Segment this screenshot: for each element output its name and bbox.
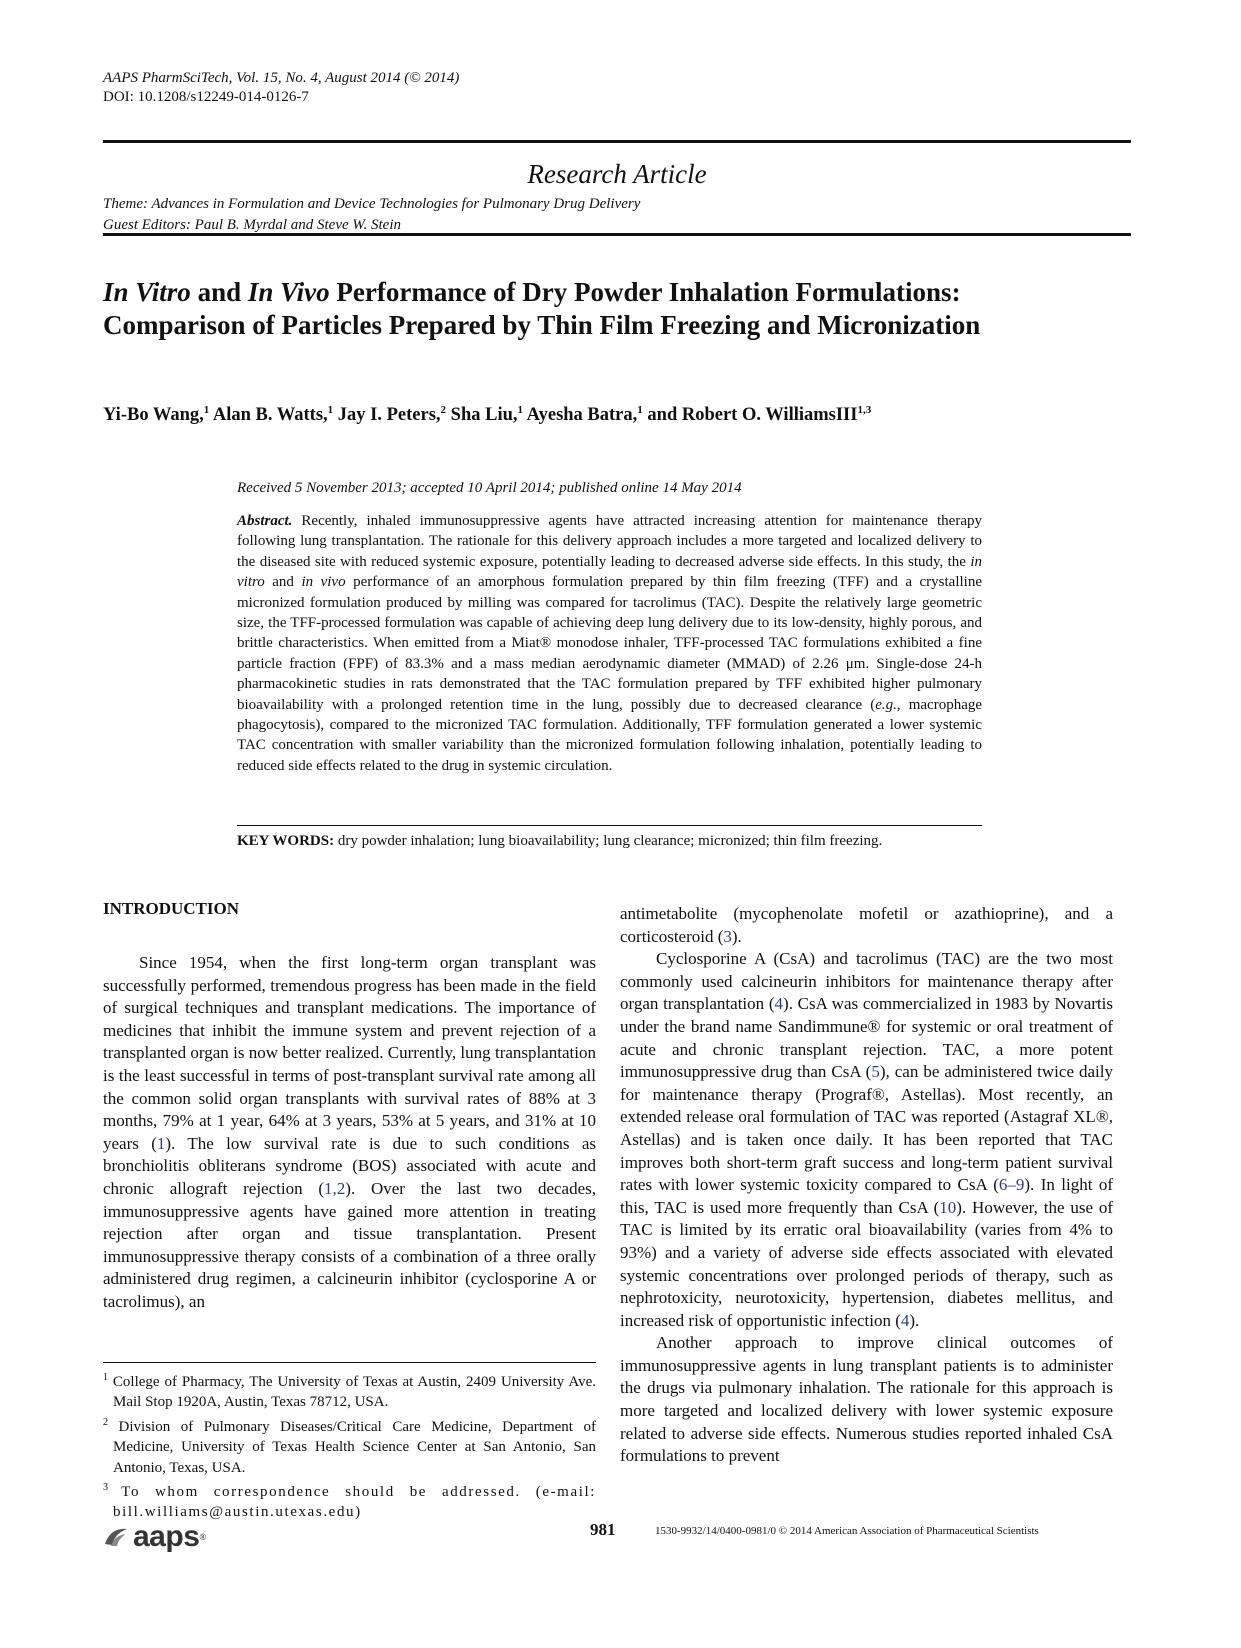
paragraph-text: Cyclosporine A (CsA) and tacrolimus (TAC) are the two most commonly used calcineurin inhibitors for maintenance therapy after organ transplantation ( bbox=[620, 949, 1113, 1014]
abstract-italic: e.g. bbox=[875, 696, 897, 713]
footnote-number: 1 bbox=[103, 1372, 108, 1383]
registered-mark: ® bbox=[199, 1532, 207, 1542]
paragraph bbox=[620, 948, 1113, 1332]
author: Ayesha Batra, bbox=[526, 405, 638, 425]
footnote bbox=[103, 1368, 596, 1413]
author: Jay I. Peters, bbox=[337, 405, 441, 425]
abstract-italic: in vivo bbox=[301, 574, 346, 591]
paragraph bbox=[620, 903, 1113, 948]
guest-editors-line: Guest Editors: Paul B. Myrdal and Steve W. Stein bbox=[103, 217, 402, 233]
received-dates: Received 5 November 2013; accepted 10 April 2014; published online 14 May 2014 bbox=[237, 480, 742, 496]
title-in-vivo: In Vivo bbox=[247, 277, 330, 307]
citation-link[interactable]: 1 bbox=[156, 1133, 166, 1153]
footnote bbox=[103, 1478, 596, 1523]
paragraph-text: ). CsA was commercialized in 1983 by Novartis under the brand name Sandimmune® for systemic or oral treatment of acute and chronic transplant rejection. TAC, a more potent immunosuppressive drug than CsA ( bbox=[620, 994, 1113, 1082]
paragraph-text: Another approach to improve clinical outcomes of immunosuppressive agents in lung transplant patients is to administer the drugs via pulmonary inhalation. The rationale for this approach is more targeted and localized delivery with lower systemic exposure related to adverse side effects. Numerous studies reported inhaled CsA formulations to prevent bbox=[620, 1333, 1113, 1466]
copyright-line: 1530-9932/14/0400-0981/0 © 2014 American Association of Pharmaceutical Scientists bbox=[655, 1525, 1039, 1537]
author-affiliation: 1 bbox=[637, 404, 643, 416]
body-column-left bbox=[103, 952, 596, 1314]
abstract-text: , macrophage phagocytosis), compared to the micronized TAC formulation. Additionally, TFF formulation generated a lower systemic TAC concentration with smaller variability than the micronized formulation following inhalation, potentially leading to reduced side effects related to the drug in systemic circulation. bbox=[237, 696, 983, 774]
footnote-number: 2 bbox=[103, 1416, 108, 1428]
abstract-text: Recently, inhaled immunosuppressive agents have attracted increasing attention for maintenance therapy following lung transplantation. The rationale for this delivery approach includes a more targeted and localized delivery to the diseased site with reduced systemic exposure, potentially leading to decreased adverse side effects. In this study, the bbox=[237, 513, 982, 570]
theme-block bbox=[103, 194, 640, 236]
footnote-number: 3 bbox=[103, 1482, 108, 1494]
body-column-right bbox=[620, 903, 1113, 1468]
author: Sha Liu, bbox=[450, 405, 518, 425]
citation-link[interactable]: 3 bbox=[723, 926, 732, 946]
footnote-text: College of Pharmacy, The University of Texas at Austin, 2409 University Ave. Mail Stop 1920A, Austin, Texas 78712, USA. bbox=[112, 1374, 596, 1411]
keywords bbox=[237, 833, 882, 850]
footnote-rule bbox=[103, 1362, 596, 1363]
citation-link[interactable]: 6–9 bbox=[998, 1175, 1025, 1195]
paragraph-text: ). bbox=[909, 1310, 920, 1330]
keywords-rule bbox=[237, 825, 982, 826]
paragraph-text: ). Over the last two decades, immunosuppressive agents have gained more attention in treating rejection after organ and tissue transplantation. Present immunosuppressive therapy consists of a combination of a three orally administered drug regimen, a calcineurin inhibitor (cyclosporine A or tacrolimus), an bbox=[103, 1178, 596, 1311]
footnote-text: To whom correspondence should be addressed. (e-mail: bill.williams@austin.utexas.edu) bbox=[113, 1484, 597, 1521]
abstract-text: and bbox=[264, 574, 302, 591]
author-list bbox=[103, 404, 871, 426]
citation-link[interactable]: 10 bbox=[939, 1197, 957, 1217]
paragraph-text: ). In light of this, TAC is used more frequently than CsA ( bbox=[620, 1175, 1114, 1217]
footnote-text: Division of Pulmonary Diseases/Critical Care Medicine, Department of Medicine, University of Texas Health Science Center at San Antonio, San Antonio, Texas, USA. bbox=[113, 1418, 596, 1476]
author: Yi-Bo Wang, bbox=[103, 405, 204, 425]
abstract-text: performance of an amorphous formulation prepared by thin film freezing (TFF) and a crystalline micronized formulation produced by milling was compared for tacrolimus (TAC). Despite the relatively large geometric size, the TFF-processed formulation was capable of achieving deep lung delivery due to its low-density, highly porous, and brittle characteristics. When emitted from a Miat® monodose inhaler, TFF-processed TAC formulations exhibited a fine particle fraction (FPF) of 83.3% and a mass median aerodynamic diameter (MMAD) of 2.26 μm. Single-dose 24-h pharmacokinetic studies in rats demonstrated that the TAC formulation prepared by TFF exhibited higher pulmonary bioavailability with a prolonged retention time in the lung, possibly due to decreased clearance ( bbox=[237, 574, 982, 713]
author: and Robert O. WilliamsIII bbox=[647, 405, 858, 425]
journal-header bbox=[103, 69, 459, 107]
logo-text: aaps bbox=[133, 1520, 200, 1553]
aaps-swoosh-icon bbox=[103, 1526, 129, 1548]
author-affiliation: 1 bbox=[327, 404, 334, 416]
abstract-italic: in vitro bbox=[237, 553, 982, 591]
title-line1-rest: Performance of Dry Powder Inhalation Formulations: bbox=[329, 277, 961, 307]
aaps-logo bbox=[103, 1520, 206, 1554]
citation-link[interactable]: 4 bbox=[774, 994, 784, 1014]
footnote bbox=[103, 1413, 596, 1478]
paragraph-text: ). However, the use of TAC is limited by its erratic oral bioavailability (varies from 4% to 93%) and a variety of adverse side effects associated with elevated systemic concentrations over prolonged periods of therapy, such as nephrotoxicity, neurotoxicity, hypertension, diabetes mellitus, and increased risk of opportunistic infection ( bbox=[620, 1197, 1113, 1330]
journal-doi: DOI: 10.1208/s12249-014-0126-7 bbox=[103, 89, 309, 105]
paragraph bbox=[620, 1332, 1113, 1468]
paragraph-text: antimetabolite (mycophenolate mofetil or azathioprine), and a corticosteroid ( bbox=[620, 904, 1113, 946]
author-affiliation: 1,3 bbox=[857, 404, 872, 416]
author-affiliation: 1 bbox=[517, 404, 524, 416]
title-and: and bbox=[190, 277, 248, 307]
title-line2: Comparison of Particles Prepared by Thin Film Freezing and Micronization bbox=[103, 310, 981, 340]
paper-title bbox=[103, 276, 1143, 342]
keywords-label: KEY WORDS: bbox=[237, 833, 335, 849]
journal-citation: AAPS PharmSciTech, Vol. 15, No. 4, August 2014 (© 2014) bbox=[103, 70, 460, 86]
keywords-text: dry powder inhalation; lung bioavailability; lung clearance; micronized; thin film freezing. bbox=[334, 833, 883, 849]
page-number: 981 bbox=[590, 1520, 616, 1539]
abstract bbox=[237, 511, 982, 776]
citation-link[interactable]: 4 bbox=[900, 1310, 910, 1330]
author-affiliation: 1 bbox=[203, 404, 210, 416]
abstract-label: Abstract. bbox=[237, 513, 293, 529]
author: Alan B. Watts, bbox=[212, 405, 328, 425]
citation-link[interactable]: 5 bbox=[871, 1062, 880, 1082]
paragraph bbox=[103, 952, 596, 1314]
paragraph-text: ). bbox=[731, 926, 742, 946]
theme-line: Theme: Advances in Formulation and Device Technologies for Pulmonary Drug Delivery bbox=[103, 196, 641, 212]
paragraph-text: Since 1954, when the first long-term organ transplant was successfully performed, tremendous progress has been made in the field of surgical techniques and transplant medications. The importance of medicines that inhibit the immune system and prevent rejection of a transplanted organ is now better realized. Currently, lung transplantation is the least successful in terms of post-transplant survival rate among all the common solid organ transplants with survival rates of 88% at 3 months, 79% at 1 year, 64% at 3 years, 53% at 5 years, and 31% at 10 years ( bbox=[103, 953, 596, 1153]
title-in-vitro: In Vitro bbox=[103, 277, 191, 307]
section-heading-introduction: INTRODUCTION bbox=[103, 899, 240, 918]
paragraph-text: ), can be administered twice daily for maintenance therapy (Prograf®, Astellas). Most recently, an extended release oral formulation of TAC was reported (Astagraf XL®, Astellas) and is taken once daily. It has been reported that TAC improves both short-term graft success and long-term patient survival rates with lower systemic toxicity compared to CsA ( bbox=[620, 1062, 1113, 1195]
author-affiliation: 2 bbox=[440, 404, 447, 416]
bottom-rule bbox=[103, 233, 1131, 236]
article-type: Research Article bbox=[527, 159, 707, 189]
citation-link[interactable]: 1,2 bbox=[324, 1178, 346, 1198]
footnotes bbox=[103, 1368, 596, 1523]
paragraph-text: ). The low survival rate is due to such conditions as bronchiolitis obliterans syndrome (BOS) associated with acute and chronic allograft rejection ( bbox=[103, 1133, 596, 1198]
top-rule bbox=[103, 140, 1131, 143]
